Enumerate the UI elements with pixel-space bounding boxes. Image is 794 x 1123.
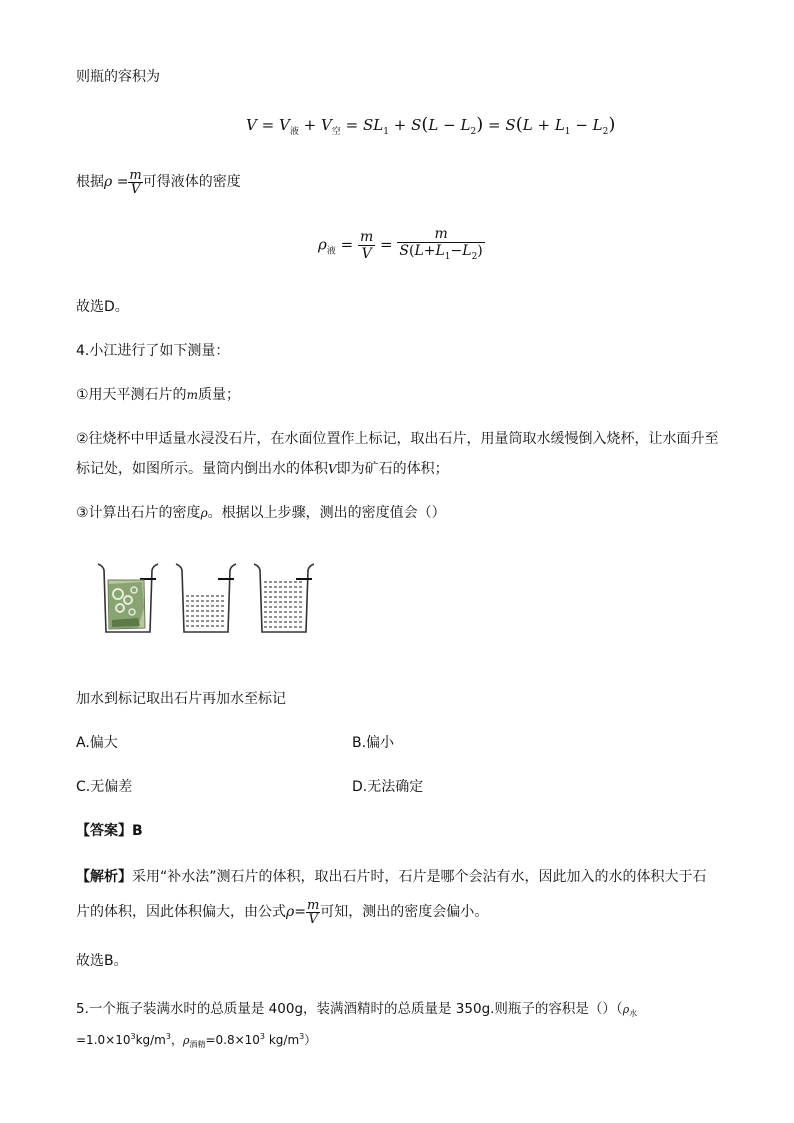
previous-choice: 故选D。 — [76, 299, 129, 315]
q4-step2-line1: ②往烧杯中甲适量水浸没石片，在水面位置作上标记，取出石片，用量筒取水缓慢倒入烧杯，让水面升至 — [76, 431, 719, 447]
q4-choice: 故选B。 — [76, 953, 128, 969]
beaker-stone-removed — [176, 564, 236, 632]
density-intro: 根据ρ = $\frac{m}{V}$ 可得液体的密度 — [76, 167, 241, 197]
q4-stem: 4.小江进行了如下测量： — [76, 343, 230, 359]
beaker-figure — [94, 560, 314, 638]
beaker-with-stone — [98, 564, 158, 632]
analysis-line1: 【解析】采用“补水法”测石片的体积，取出石片时，石片是哪个会沾有水，因此加入的水的体积大于石 — [76, 869, 707, 885]
q5-line2: $=1.0\times 10^3kg/m^3$，$\rho_{酒精}=0.8\times 10^3$ $kg/m^3$） — [76, 1032, 317, 1049]
option-a: A.偏大 — [76, 735, 118, 751]
volume-equation: $V = V_液 + V_空 = SL_1 + S(L - L_2) = S(L + L_1 - L_2)$ — [246, 114, 616, 137]
option-d: D.无法确定 — [352, 779, 424, 795]
q4-step2-line2: 标记处，如图所示。量筒内倒出水的体积V即为矿石的体积； — [76, 461, 449, 477]
density-fraction: $\frac{m}{V}$ — [129, 167, 142, 197]
answer: 【答案】B — [76, 823, 143, 839]
analysis-line2: 片的体积，因此体积偏大，由公式ρ= $\frac{m}{V}$ 可知，测出的密度会偏小。 — [76, 897, 489, 927]
figure-caption: 加水到标记取出石片再加水至标记 — [76, 691, 286, 707]
liquid-density-equation: $\rho_液$ = $\frac{m}{V}$ = $\frac{m}{S(L+L_1-L_2)}$ — [318, 226, 483, 262]
q4-step1: ①用天平测石片的m质量； — [76, 387, 240, 403]
q4-step3: ③计算出石片的密度ρ。根据以上步骤，测出的密度值会（） — [76, 505, 446, 521]
beaker-refilled — [254, 564, 314, 632]
volume-intro: 则瓶的容积为 — [76, 69, 160, 85]
q5-line1: 5.一个瓶子装满水时的总质量是 400g，装满酒精时的总质量是 350g.则瓶子的容积是$()(\rho_水$ — [76, 1001, 638, 1018]
analysis-fraction: $\frac{m}{V}$ — [306, 897, 320, 927]
option-c: C.无偏差 — [76, 779, 133, 795]
option-b: B.偏小 — [352, 735, 395, 751]
